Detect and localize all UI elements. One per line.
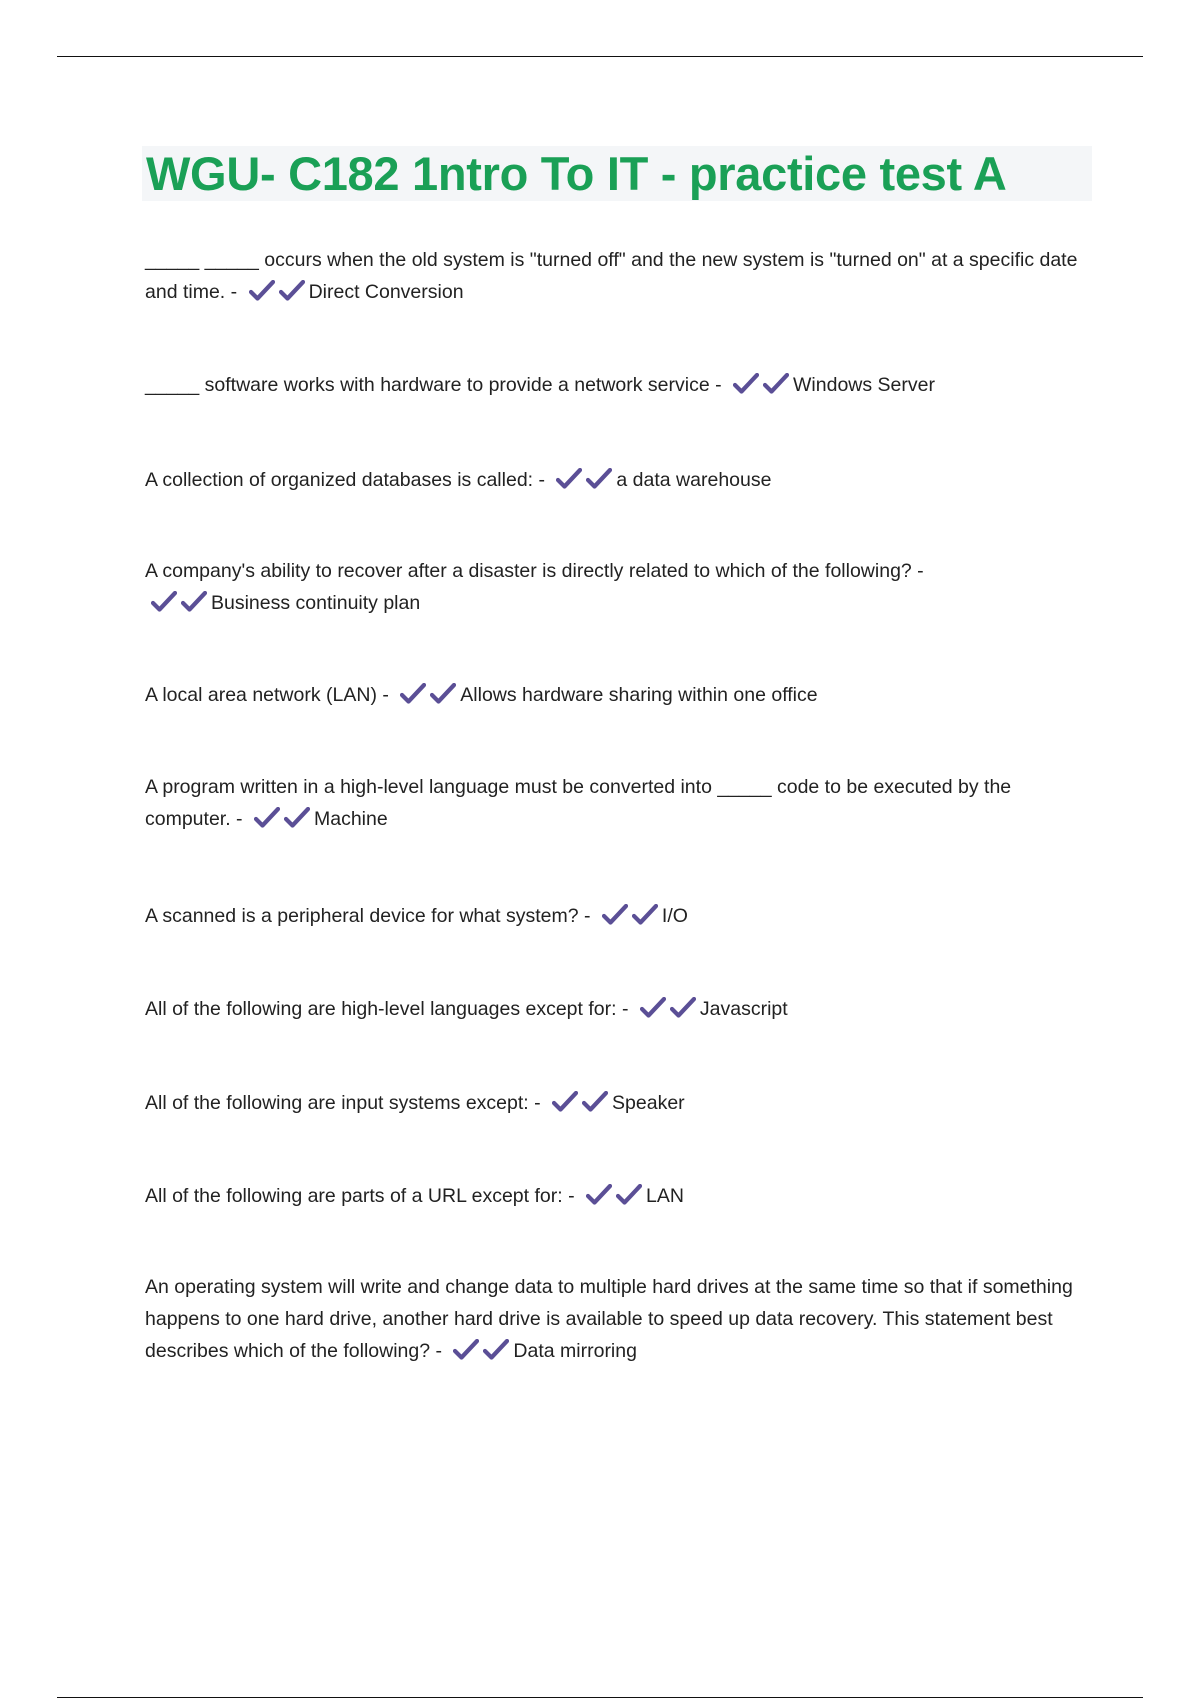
answer-text: I/O	[661, 905, 688, 927]
question-text: A scanned is a peripheral device for what system?	[145, 905, 579, 927]
checkmark-icon	[400, 683, 426, 705]
separator: -	[616, 998, 634, 1020]
answer-marker	[602, 900, 688, 932]
answer-marker	[556, 464, 771, 496]
separator: -	[376, 684, 395, 706]
question-text: A company's ability to recover after a disaster is directly related to which of the following?	[145, 560, 912, 582]
question-text: All of the following are parts of a URL except for:	[145, 1185, 563, 1207]
qa-item	[145, 1271, 1090, 1367]
checkmark-icon	[586, 1184, 612, 1206]
checkmark-icon	[602, 904, 628, 926]
answer-marker	[151, 587, 420, 619]
answer-marker	[249, 276, 464, 308]
question-text: All of the following are input systems except:	[145, 1092, 529, 1114]
document-title: WGU- C182 1ntro To IT - practice test A	[146, 147, 1007, 200]
checkmark-icon	[733, 373, 759, 395]
checkmark-icon	[284, 807, 310, 829]
qa-item	[145, 369, 1090, 401]
qa-item	[145, 1087, 1090, 1119]
qa-item	[145, 679, 1090, 711]
answer-marker	[552, 1087, 685, 1119]
checkmark-icon	[151, 591, 177, 613]
answer-marker	[733, 369, 935, 401]
question-text: A collection of organized databases is called:	[145, 469, 534, 491]
separator: -	[578, 905, 596, 927]
answer-text: LAN	[646, 1185, 684, 1207]
question-text: A program written in a high-level language must be converted into _____ code to be executed by the computer.	[145, 776, 1012, 830]
answer-marker	[586, 1180, 684, 1212]
top-rule	[57, 56, 1143, 57]
answer-text: a data warehouse	[616, 469, 772, 491]
qa-item	[145, 464, 1090, 496]
separator: -	[911, 560, 924, 582]
checkmark-icon	[279, 280, 305, 302]
checkmark-icon	[632, 904, 658, 926]
qa-item	[145, 1180, 1090, 1212]
answer-text: Business continuity plan	[211, 592, 421, 614]
answer-text: Direct Conversion	[308, 281, 464, 303]
answer-text: Data mirroring	[513, 1340, 637, 1362]
answer-text: Windows Server	[793, 374, 935, 396]
bottom-rule	[57, 1697, 1143, 1698]
checkmark-icon	[763, 373, 789, 395]
checkmark-icon	[616, 1184, 642, 1206]
qa-item	[145, 555, 1090, 619]
separator: -	[533, 469, 551, 491]
checkmark-icon	[181, 591, 207, 613]
checkmark-icon	[483, 1339, 509, 1361]
question-text: _____ software works with hardware to provide a network service	[145, 374, 710, 396]
separator: -	[430, 1340, 448, 1362]
question-text: _____ _____ occurs when the old system is "turned off" and the new system is "turned on" at a specific date and time.	[145, 249, 1078, 303]
checkmark-icon	[586, 468, 612, 490]
answer-text: Speaker	[612, 1092, 685, 1114]
qa-item	[145, 771, 1090, 835]
answer-marker	[254, 803, 388, 835]
answer-text: Javascript	[699, 998, 788, 1020]
question-text: An operating system will write and change data to multiple hard drives at the same time so that if something happens to one hard drive, another hard drive is available to speed up data recovery. This statement best describes which of the following?	[145, 1276, 1073, 1362]
separator: -	[562, 1185, 580, 1207]
separator: -	[230, 808, 248, 830]
checkmark-icon	[582, 1091, 608, 1113]
checkmark-icon	[430, 683, 456, 705]
checkmark-icon	[640, 997, 666, 1019]
answer-text: Allows hardware sharing within one office	[460, 684, 818, 706]
answer-marker	[453, 1335, 637, 1367]
question-text: All of the following are high-level languages except for:	[145, 998, 617, 1020]
qa-item	[145, 900, 1090, 932]
separator: -	[709, 374, 728, 396]
answer-text: Machine	[313, 808, 388, 830]
qa-item	[145, 993, 1090, 1025]
checkmark-icon	[453, 1339, 479, 1361]
checkmark-icon	[556, 468, 582, 490]
checkmark-icon	[552, 1091, 578, 1113]
checkmark-icon	[254, 807, 280, 829]
separator: -	[225, 281, 243, 303]
checkmark-icon	[249, 280, 275, 302]
checkmark-icon	[670, 997, 696, 1019]
qa-item	[145, 244, 1090, 308]
question-text: A local area network (LAN)	[145, 684, 377, 706]
answer-marker	[400, 679, 817, 711]
separator: -	[528, 1092, 547, 1114]
answer-marker	[640, 993, 788, 1025]
